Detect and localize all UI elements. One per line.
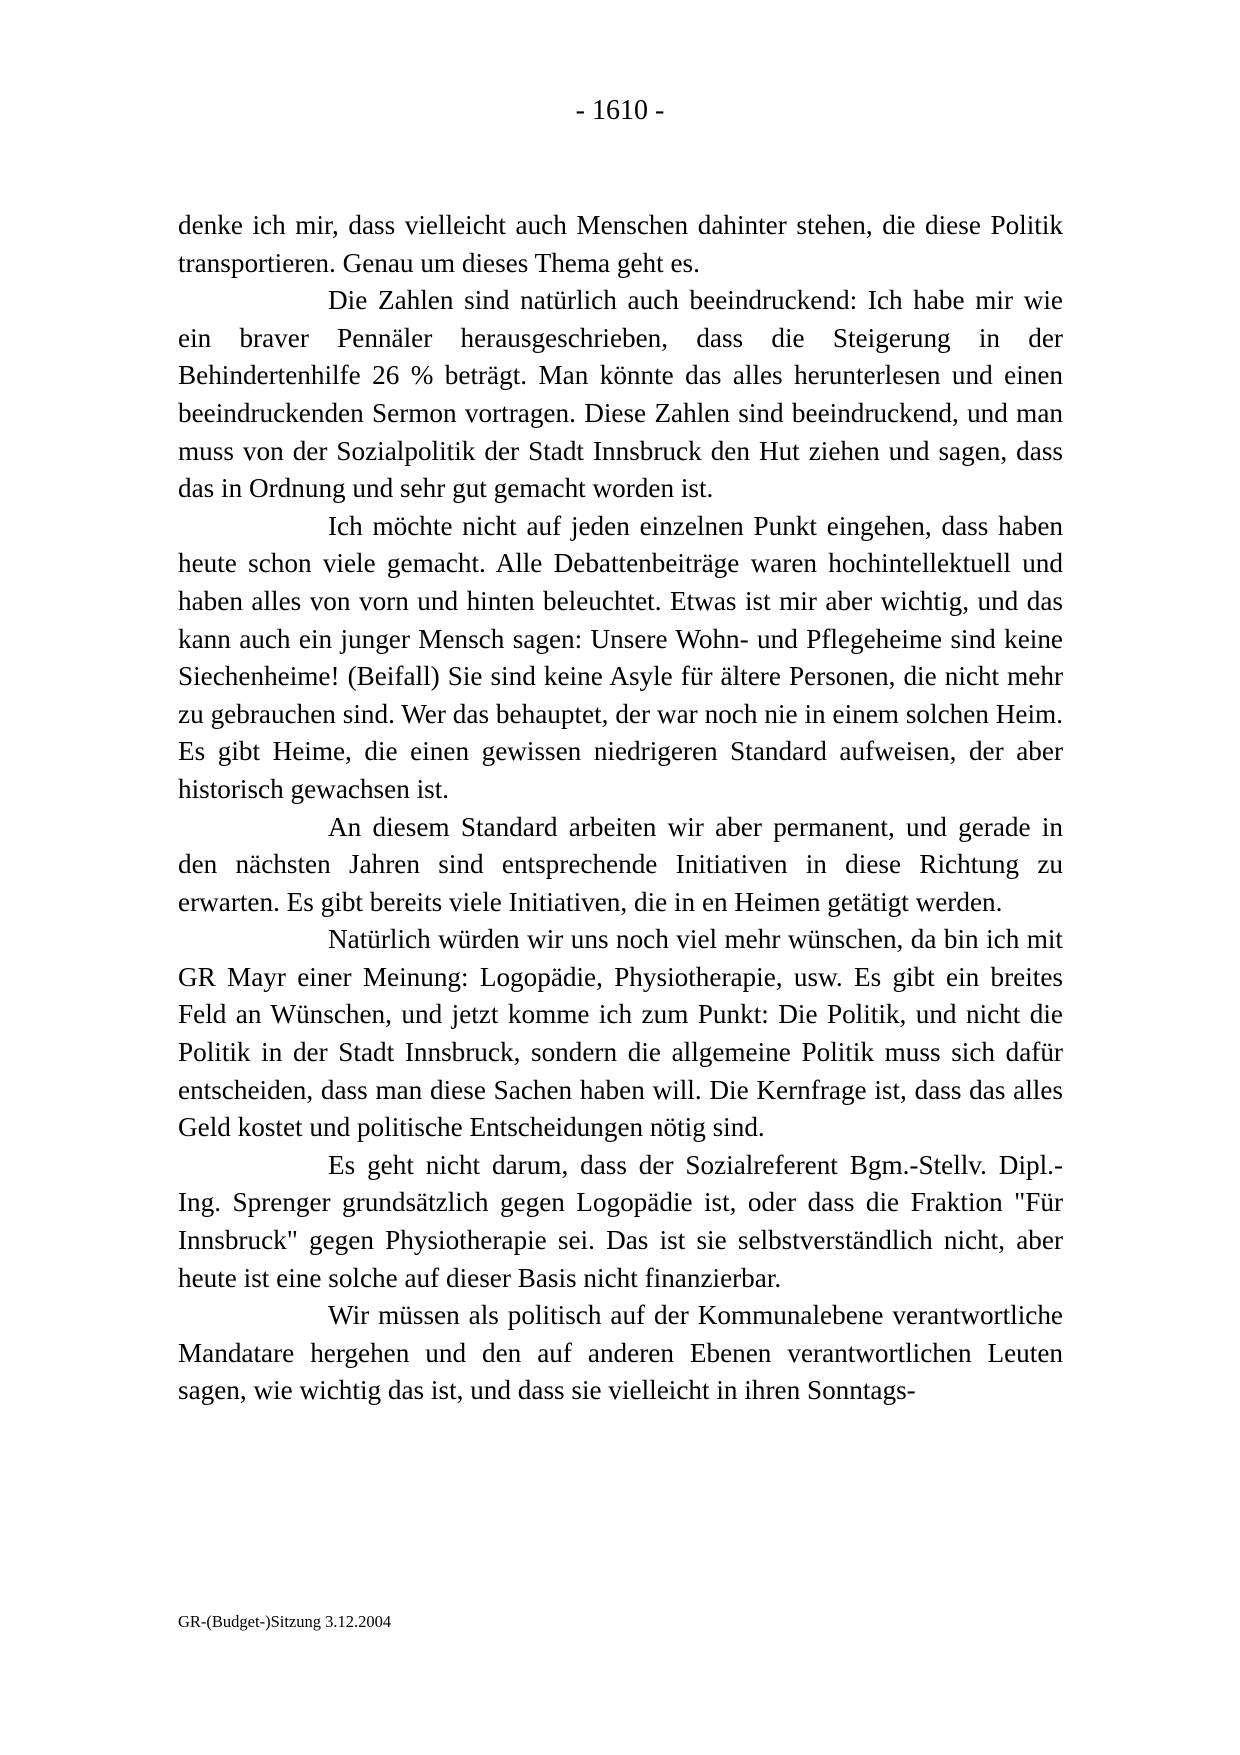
page-footer: GR-(Budget-)Sitzung 3.12.2004 — [178, 1612, 392, 1631]
paragraph-continuation: denke ich mir, dass vielleicht auch Menschen dahinter stehen, die diese Politik transportieren. Genau um dieses Thema geht es. — [178, 210, 1063, 278]
paragraph: Ich möchte nicht auf jeden einzelnen Punkt eingehen, dass haben heute schon viele gemacht. Alle Debattenbeiträge waren hochintellektuell und haben alles von vorn und hinten beleuchtet. Etwas ist mir aber wichtig, und das kann auch ein junger Mensch sagen: Unsere Wohn- und Pflegeheime sind keine Siechenheime! (Beifall) Sie sind keine Asyle für ältere Personen, die nicht mehr zu gebrauchen sind. Wer das behauptet, der war noch nie in einem solchen Heim. Es gibt Heime, die einen gewissen niedrigeren Standard aufweisen, der aber historisch gewachsen ist. — [178, 510, 1063, 804]
paragraph: Es geht nicht darum, dass der Sozialreferent Bgm.-Stellv. Dipl.-Ing. Sprenger grundsätzlich gegen Logopädie ist, oder dass die Fraktion "Für Innsbruck" gegen Physiotherapie sei. Das ist sie selbstverständlich nicht, aber heute ist eine solche auf dieser Basis nicht finanzierbar. — [178, 1149, 1063, 1293]
page-number: - 1610 - — [575, 95, 665, 126]
paragraph: Wir müssen als politisch auf der Kommunalebene verantwortliche Mandatare hergehen und den auf anderen Ebenen verantwortlichen Leuten sagen, wie wichtig das ist, und dass sie vielleicht in ihren Sonntags- — [178, 1300, 1063, 1406]
paragraph: Natürlich würden wir uns noch viel mehr wünschen, da bin ich mit GR Mayr einer Meinung: Logopädie, Physiotherapie, usw. Es gibt ein breites Feld an Wünschen, und jetzt komme ich zum Punkt: Die Politik, und nicht die Politik in der Stadt Innsbruck, sondern die allgemeine Politik muss sich dafür entscheiden, dass man diese Sachen haben will. Die Kernfrage ist, dass das alles Geld kostet und politische Entscheidungen nötig sind. — [178, 924, 1063, 1143]
paragraph: An diesem Standard arbeiten wir aber permanent, und gerade in den nächsten Jahren sind entsprechende Initiativen in diese Richtung zu erwarten. Es gibt bereits viele Initiativen, die in en Heimen getätigt werden. — [178, 811, 1063, 917]
paragraph: Die Zahlen sind natürlich auch beeindruckend: Ich habe mir wie ein braver Pennäler herausgeschrieben, dass die Steigerung in der Behindertenhilfe 26 % beträgt. Man könnte das alles herunterlesen und einen beeindruckenden Sermon vortragen. Diese Zahlen sind beeindruckend, und man muss von der Sozialpolitik der Stadt Innsbruck den Hut ziehen und sagen, dass das in Ordnung und sehr gut gemacht worden ist. — [178, 285, 1063, 504]
body-text — [178, 207, 1063, 1410]
